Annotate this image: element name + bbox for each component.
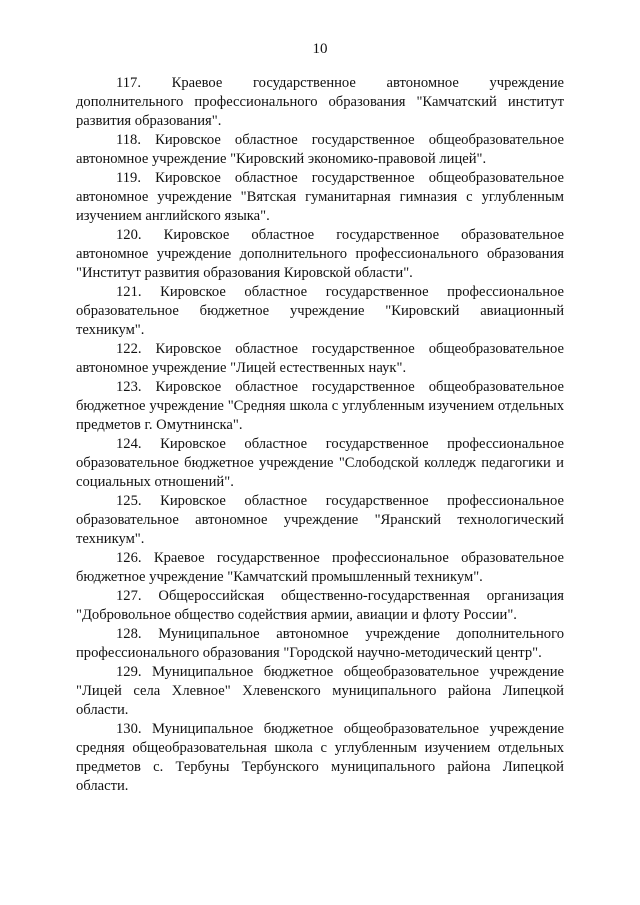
list-item-128: 128. Муниципальное автономное учреждение дополнительного профессионального образования "Городской научно-методический центр". bbox=[76, 626, 564, 661]
page-number: 10 bbox=[312, 41, 328, 57]
document-body bbox=[76, 74, 564, 796]
list-item-123: 123. Кировское областное государственное общеобразовательное бюджетное учреждение "Средняя школа с углубленным изучением отдельных предметов г. Омутнинска". bbox=[76, 379, 564, 433]
list-item-119: 119. Кировское областное государственное общеобразовательное автономное учреждение "Вятская гуманитарная гимназия с углубленным изучением английского языка". bbox=[76, 170, 564, 224]
list-item-126: 126. Краевое государственное профессиональное образовательное бюджетное учреждение "Камчатский промышленный техникум". bbox=[76, 550, 564, 585]
list-item-125: 125. Кировское областное государственное профессиональное образовательное автономное учреждение "Яранский технологический техникум". bbox=[76, 493, 564, 547]
list-item-121: 121. Кировское областное государственное профессиональное образовательное бюджетное учреждение "Кировский авиационный техникум". bbox=[76, 284, 564, 338]
list-item-127: 127. Общероссийская общественно-государственная организация "Добровольное общество содействия армии, авиации и флоту России". bbox=[76, 588, 564, 623]
list-item-118: 118. Кировское областное государственное общеобразовательное автономное учреждение "Кировский экономико-правовой лицей". bbox=[76, 132, 564, 167]
list-item-122: 122. Кировское областное государственное общеобразовательное автономное учреждение "Лицей естественных наук". bbox=[76, 341, 564, 376]
list-item-129: 129. Муниципальное бюджетное общеобразовательное учреждение "Лицей села Хлевное" Хлевенского муниципального района Липецкой области. bbox=[76, 664, 564, 718]
list-item-124: 124. Кировское областное государственное профессиональное образовательное бюджетное учреждение "Слободской колледж педагогики и социальных отношений". bbox=[76, 436, 564, 490]
list-item-130: 130. Муниципальное бюджетное общеобразовательное учреждение средняя общеобразовательная школа с углубленным изучением отдельных предметов с. Тербуны Тербунского муниципального района Липецкой области. bbox=[76, 721, 564, 794]
list-item-117: 117. Краевое государственное автономное учреждение дополнительного профессионального образования "Камчатский институт развития образования". bbox=[76, 75, 564, 129]
list-item-120: 120. Кировское областное государственное образовательное автономное учреждение дополнительного профессионального образования "Институт развития образования Кировской области". bbox=[76, 227, 564, 281]
